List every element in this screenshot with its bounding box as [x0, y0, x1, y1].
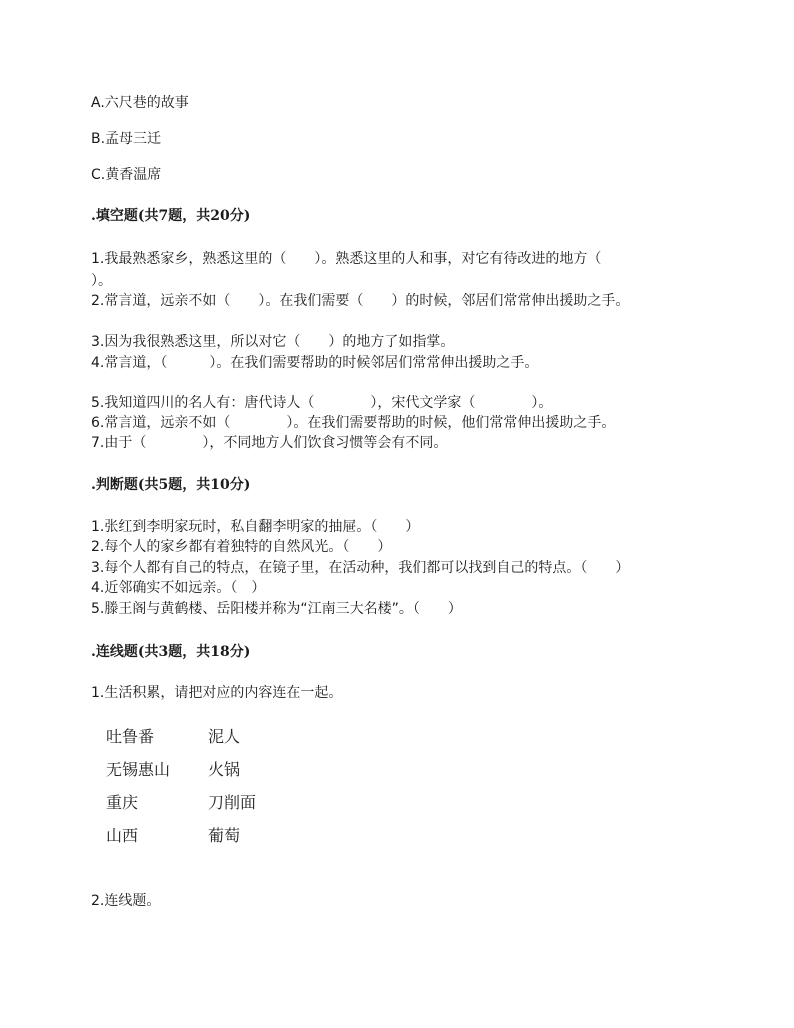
fill-item-5: 5.我知道四川的名人有：唐代诗人（ ），宋代文学家（ ）。: [91, 395, 553, 411]
match-right-item: 泥人: [208, 727, 241, 746]
match-left-item: 无锡惠山: [106, 760, 171, 779]
match-left-item: 重庆: [106, 793, 139, 812]
match-right-item: 葡萄: [208, 826, 241, 845]
option-b: B.孟母三迁: [91, 131, 162, 147]
match-right-item: 刀削面: [208, 793, 257, 812]
link-section-heading: .连线题(共3题，共18分): [91, 644, 251, 660]
judge-item-2: 2.每个人的家乡都有着独特的自然风光。（ ）: [91, 539, 392, 555]
match-left-item: 山西: [106, 826, 139, 845]
option-c: C.黄香温席: [91, 167, 162, 183]
match-left-item: 吐鲁番: [106, 727, 155, 746]
fill-item-1-continued: ）。: [91, 273, 112, 289]
fill-item-1: 1.我最熟悉家乡，熟悉这里的（ ）。熟悉这里的人和事，对它有待改进的地方（: [91, 251, 602, 267]
fill-section-heading: .填空题(共7题，共20分): [91, 208, 251, 224]
fill-item-7: 7.由于（ ），不同地方人们饮食习惯等会有不同。: [91, 435, 448, 451]
fill-item-6: 6.常言道，远亲不如（ ）。在我们需要帮助的时候，他们常常伸出援助之手。: [91, 415, 616, 431]
judge-section-heading: .判断题(共5题，共10分): [91, 477, 251, 493]
option-a: A.六尺巷的故事: [91, 95, 189, 111]
judge-item-5: 5.滕王阁与黄鹤楼、岳阳楼并称为“江南三大名楼”。（ ）: [91, 601, 462, 617]
link-question-1: 1.生活积累，请把对应的内容连在一起。: [91, 685, 343, 701]
match-right-item: 火锅: [208, 760, 241, 779]
link-question-2: 2.连线题。: [91, 893, 161, 909]
fill-item-4: 4.常言道，（ ）。在我们需要帮助的时候邻居们常常伸出援助之手。: [91, 355, 539, 371]
judge-item-1: 1.张红到李明家玩时，私自翻李明家的抽屉。（ ）: [91, 519, 420, 535]
judge-item-3: 3.每个人都有自己的特点，在镜子里，在活动种，我们都可以找到自己的特点。（ ）: [91, 560, 630, 576]
fill-item-3: 3.因为我很熟悉这里，所以对它（ ）的地方了如指掌。: [91, 334, 455, 350]
judge-item-4: 4.近邻确实不如远亲。（ ）: [91, 580, 266, 596]
fill-item-2: 2.常言道，远亲不如（ ）。在我们需要（ ）的时候，邻居们常常伸出援助之手。: [91, 293, 630, 309]
